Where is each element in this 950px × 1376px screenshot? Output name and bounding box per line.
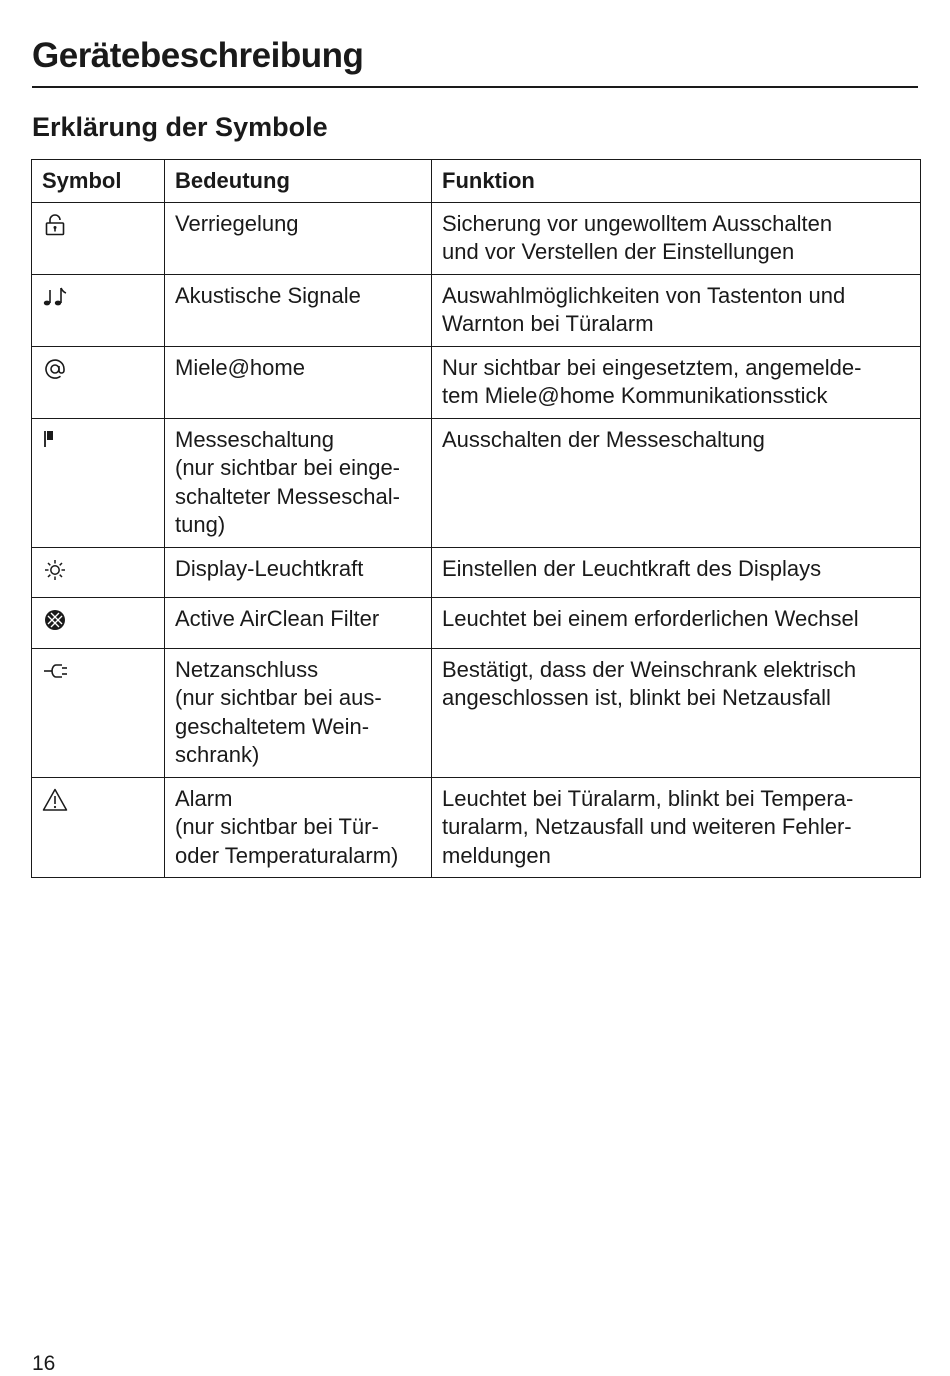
function-cell bbox=[432, 598, 921, 649]
table-header-row bbox=[32, 160, 921, 203]
symbol-cell bbox=[32, 274, 165, 346]
at-sign-icon bbox=[42, 356, 68, 382]
meaning-cell bbox=[165, 648, 432, 777]
function-text-line: Warnton bei Türalarm bbox=[442, 311, 654, 336]
symbol-table bbox=[31, 159, 921, 878]
meaning-text-line: Netzanschluss bbox=[175, 656, 319, 682]
table-row bbox=[32, 274, 921, 346]
header-function: Funktion bbox=[432, 160, 921, 203]
symbol-cell bbox=[32, 547, 165, 598]
meaning-cell bbox=[165, 274, 432, 346]
function-text-line: angeschlossen ist, blinkt bei Netzausfall bbox=[442, 685, 831, 710]
function-cell bbox=[432, 346, 921, 418]
title-divider bbox=[32, 86, 918, 88]
meaning-cell bbox=[165, 777, 432, 878]
function-text-line: meldungen bbox=[442, 842, 551, 868]
meaning-cell bbox=[165, 547, 432, 598]
function-cell bbox=[432, 418, 921, 547]
meaning-text-line: (nur sichtbar bei einge- bbox=[175, 455, 401, 480]
function-text-line: Einstellen der Leuchtkraft des Displays bbox=[442, 555, 822, 581]
meaning-cell bbox=[165, 418, 432, 547]
table-row bbox=[32, 777, 921, 878]
meaning-text-line: Active AirClean Filter bbox=[175, 606, 380, 631]
sun-icon bbox=[42, 557, 68, 583]
flag-icon bbox=[42, 428, 68, 454]
symbol-cell bbox=[32, 346, 165, 418]
table-row bbox=[32, 418, 921, 547]
function-cell bbox=[432, 777, 921, 878]
function-cell bbox=[432, 274, 921, 346]
music-notes-icon bbox=[42, 284, 68, 310]
warning-triangle-icon bbox=[42, 787, 68, 813]
function-text-line: turalarm, Netzausfall und weiteren Fehler- bbox=[442, 814, 852, 839]
table-body bbox=[32, 202, 921, 878]
symbol-cell bbox=[32, 777, 165, 878]
header-symbol: Symbol bbox=[32, 160, 165, 203]
meaning-text-line: (nur sichtbar bei Tür- bbox=[175, 814, 379, 839]
meaning-text-line: Verriegelung bbox=[175, 210, 299, 236]
symbol-cell bbox=[32, 598, 165, 649]
symbol-cell bbox=[32, 418, 165, 547]
page-number: 16 bbox=[32, 1352, 56, 1375]
function-cell bbox=[432, 547, 921, 598]
meaning-text-line: Display-Leuchtkraft bbox=[175, 555, 364, 581]
meaning-text-line: schrank) bbox=[175, 742, 260, 767]
table-row bbox=[32, 648, 921, 777]
lock-icon bbox=[42, 212, 68, 238]
function-cell bbox=[432, 202, 921, 274]
function-cell bbox=[432, 648, 921, 777]
table-row bbox=[32, 598, 921, 649]
function-text-line: Auswahlmöglichkeiten von Tastenton und bbox=[442, 282, 846, 308]
function-text-line: Sicherung vor ungewolltem Ausschalten bbox=[442, 210, 833, 236]
symbol-cell bbox=[32, 202, 165, 274]
meaning-text-line: Messeschaltung bbox=[175, 426, 334, 452]
function-text-line: Leuchtet bei Türalarm, blinkt bei Tempera- bbox=[442, 785, 854, 811]
function-text-line: und vor Verstellen der Einstellungen bbox=[442, 239, 795, 264]
function-text-line: Bestätigt, dass der Weinschrank elektrisch bbox=[442, 656, 857, 682]
function-text-line: tem Miele@home Kommunikationsstick bbox=[442, 383, 828, 408]
symbol-cell bbox=[32, 648, 165, 777]
table-row bbox=[32, 346, 921, 418]
header-meaning: Bedeutung bbox=[165, 160, 432, 203]
meaning-text-line: Miele@home bbox=[175, 354, 305, 380]
section-title: Erklärung der Symbole bbox=[32, 112, 328, 142]
filter-icon bbox=[42, 607, 68, 633]
meaning-text-line: schalteter Messeschal- bbox=[175, 483, 400, 509]
meaning-text-line: Alarm bbox=[175, 785, 233, 811]
meaning-cell bbox=[165, 598, 432, 649]
meaning-text-line: (nur sichtbar bei aus- bbox=[175, 685, 382, 710]
function-text-line: Nur sichtbar bei eingesetztem, angemelde- bbox=[442, 354, 862, 380]
plug-icon bbox=[42, 658, 68, 684]
meaning-text-line: oder Temperaturalarm) bbox=[175, 842, 399, 868]
meaning-cell bbox=[165, 202, 432, 274]
function-text-line: Leuchtet bei einem erforderlichen Wechsel bbox=[442, 606, 859, 631]
table-row bbox=[32, 547, 921, 598]
meaning-text-line: tung) bbox=[175, 512, 226, 537]
table-row bbox=[32, 202, 921, 274]
meaning-text-line: geschaltetem Wein- bbox=[175, 713, 370, 739]
meaning-cell bbox=[165, 346, 432, 418]
page-title: Gerätebeschreibung bbox=[32, 36, 364, 75]
function-text-line: Ausschalten der Messeschaltung bbox=[442, 426, 765, 452]
meaning-text-line: Akustische Signale bbox=[175, 282, 361, 308]
